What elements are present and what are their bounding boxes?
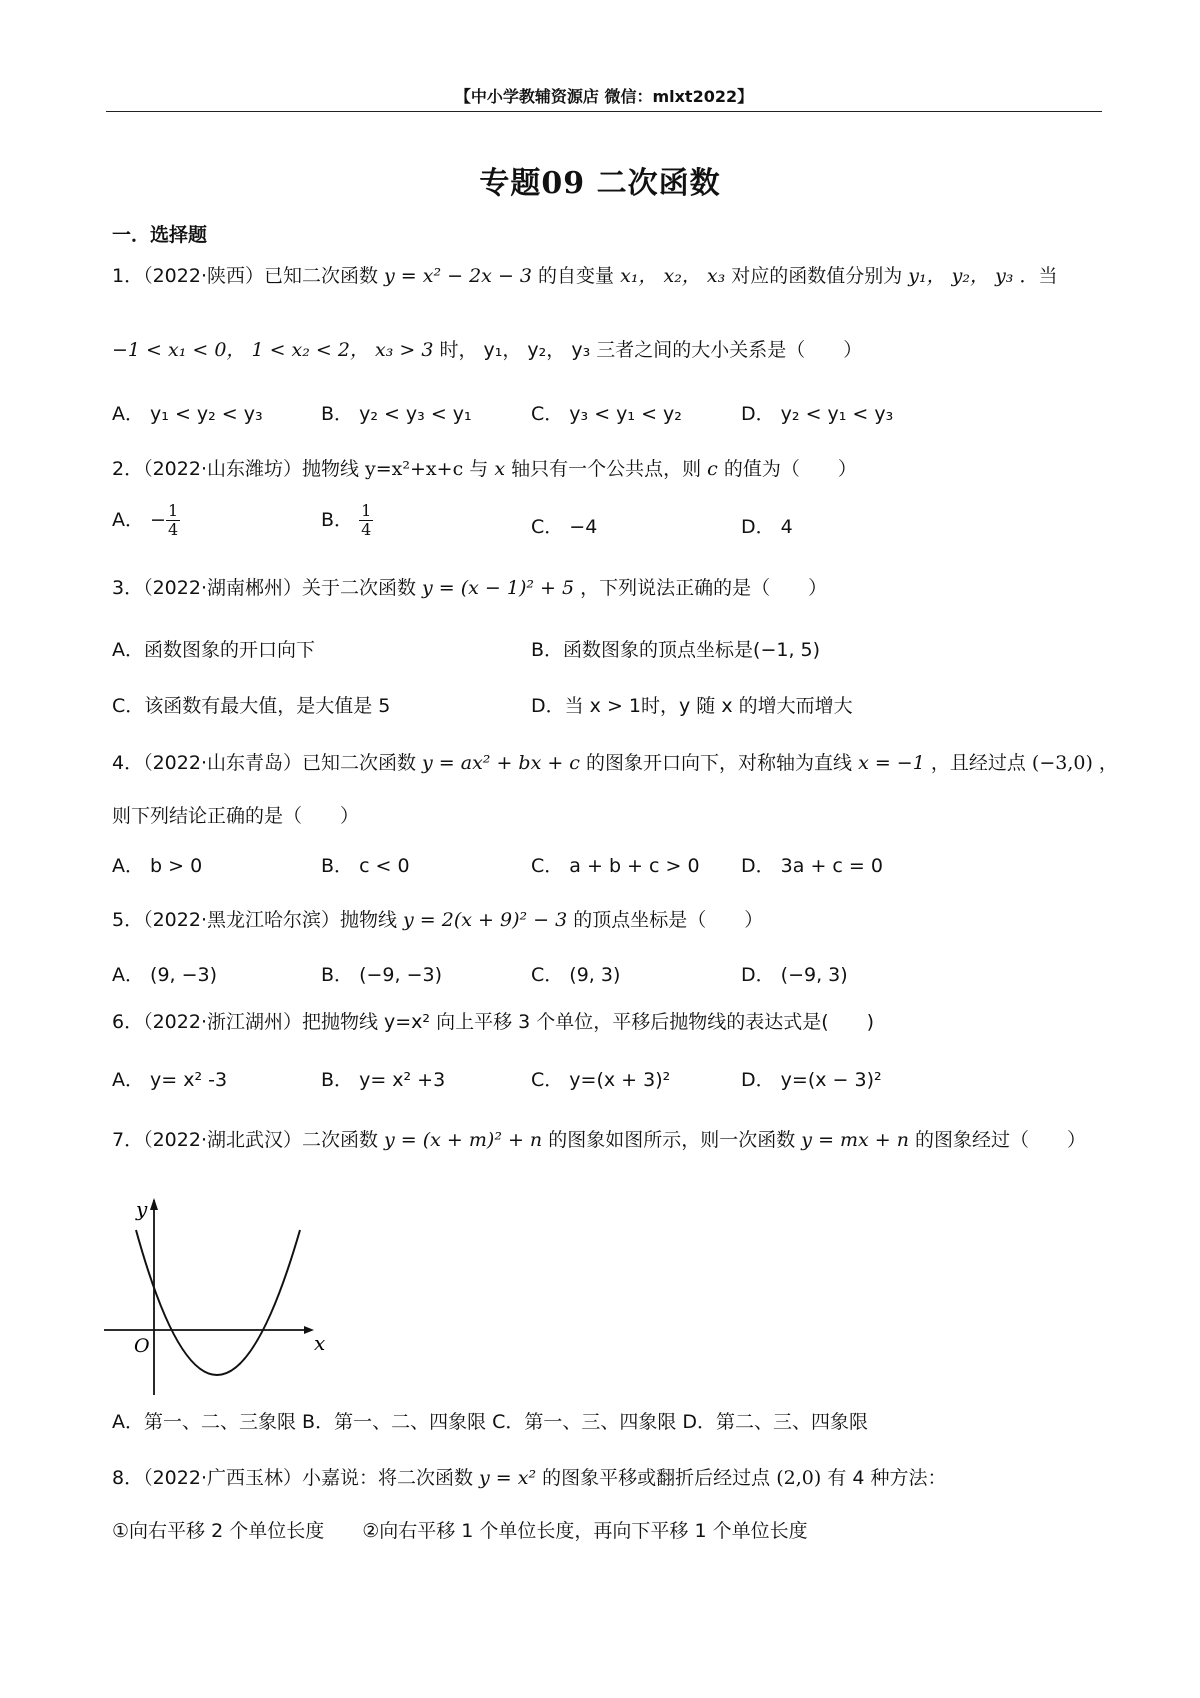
parabola-graph (104, 1180, 334, 1395)
q3-option-b[interactable]: B．函数图象的顶点坐标是(−1, 5) (531, 639, 821, 661)
question-2: 2．（2022·山东潍坊）抛物线 y=x²+x+c 与 x 轴只有一个公共点，则 c 的值为（ ） (112, 458, 857, 480)
section-heading: 一．选择题 (112, 224, 208, 246)
q1-option-c[interactable]: C． y₃ < y₁ < y₂ (531, 403, 682, 425)
fraction: $\frac{1}{4}$ (361, 501, 372, 539)
q2-option-d[interactable]: D． 4 (741, 516, 793, 538)
q1-option-b[interactable]: B． y₂ < y₃ < y₁ (321, 403, 472, 425)
origin-label: O (134, 1335, 150, 1357)
q2-option-b[interactable]: B． $\frac{1}{4}$ (321, 501, 372, 539)
q4-option-b[interactable]: B． c < 0 (321, 855, 410, 877)
question-1-line-1: 1．（2022·陕西）已知二次函数 y = x² − 2x − 3 的自变量 x₁， x₂， x₃ 对应的函数值分别为 y₁， y₂， y₃ ．当 (112, 265, 1058, 287)
q5-option-d[interactable]: D． (−9, 3) (741, 964, 848, 986)
question-1-line-2: −1 < x₁ < 0， 1 < x₂ < 2， x₃ > 3 时， y₁， y₂， y₃ 三者之间的大小关系是（ ） (112, 339, 863, 361)
q4-option-c[interactable]: C． a + b + c > 0 (531, 855, 700, 877)
header-divider (106, 111, 1102, 112)
question-6: 6．（2022·浙江湖州）把抛物线 y=x² 向上平移 3 个单位，平移后抛物线的表达式是( ) (112, 1011, 875, 1033)
parabola-curve (136, 1230, 300, 1375)
q6-option-c[interactable]: C． y=(x + 3)² (531, 1069, 671, 1091)
question-5: 5．（2022·黑龙江哈尔滨）抛物线 y = 2(x + 9)² − 3 的顶点坐标是（ ） (112, 909, 764, 931)
q6-option-d[interactable]: D． y=(x − 3)² (741, 1069, 882, 1091)
q6-option-b[interactable]: B． y= x² +3 (321, 1069, 446, 1091)
y-axis-label: y (136, 1197, 148, 1221)
q2-option-a[interactable]: A． − $\frac{1}{4}$ (112, 501, 179, 539)
q3-option-d[interactable]: D．当 x > 1时，y 随 x 的增大而增大 (531, 695, 853, 717)
q5-option-c[interactable]: C． (9, 3) (531, 964, 621, 986)
question-4-line-1: 4．（2022·山东青岛）已知二次函数 y = ax² + bx + c 的图象开口向下，对称轴为直线 x = −1 ，且经过点 (−3,0) ， (112, 752, 1118, 774)
page-title: 专题09 二次函数 (479, 166, 721, 201)
q5-option-b[interactable]: B． (−9, −3) (321, 964, 442, 986)
question-4-line-2: 则下列结论正确的是（ ） (112, 805, 360, 827)
q4-option-d[interactable]: D． 3a + c = 0 (741, 855, 883, 877)
q5-option-a[interactable]: A． (9, −3) (112, 964, 218, 986)
q1-option-a[interactable]: A． y₁ < y₂ < y₃ (112, 403, 263, 425)
fraction: $\frac{1}{4}$ (167, 501, 179, 539)
q3-option-a[interactable]: A．函数图象的开口向下 (112, 639, 315, 661)
question-7: 7．（2022·湖北武汉）二次函数 y = (x + m)² + n 的图象如图所示，则一次函数 y = mx + n 的图象经过（ ） (112, 1129, 1087, 1151)
x-axis-label: x (314, 1331, 326, 1355)
q1-option-d[interactable]: D． y₂ < y₁ < y₃ (741, 403, 894, 425)
q2-option-c[interactable]: C． −4 (531, 516, 598, 538)
page-header: 【中小学教辅资源店 微信：mlxt2022】 (454, 87, 754, 106)
q7-options[interactable]: A．第一、二、三象限 B．第一、二、四象限 C．第一、三、四象限 D．第二、三、四象限 (112, 1411, 869, 1433)
q3-option-c[interactable]: C．该函数有最大值，是大值是 5 (112, 695, 391, 717)
question-8: 8．（2022·广西玉林）小嘉说：将二次函数 y = x² 的图象平移或翻折后经过点 (2,0) 有 4 种方法： (112, 1467, 947, 1489)
question-8-methods: ①向右平移 2 个单位长度 ②向右平移 1 个单位长度，再向下平移 1 个单位长度 (112, 1520, 808, 1542)
q6-option-a[interactable]: A． y= x² -3 (112, 1069, 228, 1091)
question-3: 3．（2022·湖南郴州）关于二次函数 y = (x − 1)² + 5 ，下列说法正确的是（ ） (112, 577, 828, 599)
x-axis-arrow (304, 1326, 314, 1334)
y-axis-arrow (150, 1198, 158, 1210)
q4-option-a[interactable]: A． b > 0 (112, 855, 203, 877)
